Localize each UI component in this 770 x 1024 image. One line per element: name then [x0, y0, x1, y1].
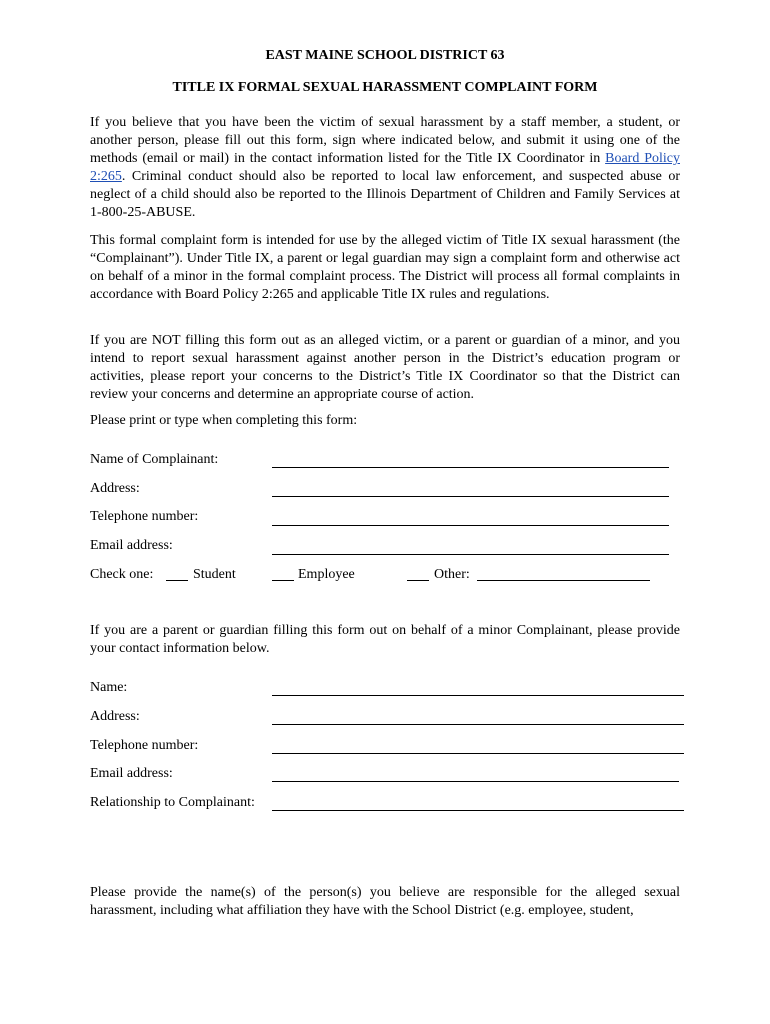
- complainant-name-label: Name of Complainant:: [90, 452, 219, 467]
- parent-address-field[interactable]: [272, 724, 684, 725]
- parent-telephone-label: Telephone number:: [90, 738, 199, 753]
- relationship-label: Relationship to Complainant:: [90, 795, 255, 810]
- employee-checkbox-blank[interactable]: [272, 566, 294, 581]
- intro-paragraph: [90, 114, 680, 222]
- complainant-email-field[interactable]: [272, 554, 669, 555]
- intro-text-start: If you believe that you have been the victim of sexual harassment by a staff member, a student, or another person, please fill out this form, sign where indicated below, and submit it using one of the methods (email or mail) in the contact information listed for the Title IX Coordinator in: [90, 115, 680, 166]
- check-one-label: Check one:: [90, 567, 154, 582]
- complainant-name-field[interactable]: [272, 467, 669, 468]
- complainant-address-field[interactable]: [272, 496, 669, 497]
- complaint-purpose-paragraph: This formal complaint form is intended for use by the alleged victim of Title IX sexual harassment (the “Complainant”). Under Title IX, a parent or legal guardian may sign a complaint form and otherwise act on behalf of a minor in the formal complaint process. The District will process all formal complaints in accordance with Board Policy 2:265 and applicable Title IX rules and regulations.: [90, 233, 680, 302]
- complainant-telephone-label: Telephone number:: [90, 509, 199, 524]
- complainant-telephone-field[interactable]: [272, 525, 669, 526]
- complainant-address-label: Address:: [90, 481, 140, 496]
- student-checkbox-blank[interactable]: [166, 566, 188, 581]
- district-heading: EAST MAINE SCHOOL DISTRICT 63: [265, 48, 505, 63]
- other-option-label: Other:: [434, 567, 470, 582]
- parent-name-field[interactable]: [272, 695, 684, 696]
- parent-telephone-field[interactable]: [272, 753, 684, 754]
- board-policy-link[interactable]: Board Policy 2:265: [90, 151, 680, 184]
- responsible-persons-paragraph: Please provide the name(s) of the person(s) you believe are responsible for the alleged sexual harassment, including what affiliation they have with the School District (e.g. employee, student,: [90, 885, 680, 918]
- form-title: TITLE IX FORMAL SEXUAL HARASSMENT COMPLAINT FORM: [172, 80, 598, 95]
- relationship-field[interactable]: [272, 810, 684, 811]
- intro-text-end: . Criminal conduct should also be reported to local law enforcement, and suspected abuse or neglect of a child should also be reported to the Illinois Department of Children and Family Services at 1-800-25-ABUSE.: [90, 169, 680, 220]
- print-instruction: Please print or type when completing this form:: [90, 413, 358, 428]
- complainant-email-label: Email address:: [90, 538, 173, 553]
- parent-name-label: Name:: [90, 680, 128, 695]
- other-checkbox-blank[interactable]: [407, 566, 429, 581]
- non-victim-paragraph: If you are NOT filling this form out as an alleged victim, or a parent or guardian of a minor, and you intend to report sexual harassment against another person in the District’s education program or activities, please report your concerns to the District’s Title IX Coordinator so that the District can review your concerns and determine an appropriate course of action.: [90, 333, 680, 402]
- student-option-label: Student: [193, 567, 236, 582]
- parent-address-label: Address:: [90, 709, 140, 724]
- employee-option-label: Employee: [298, 567, 355, 582]
- other-specify-field[interactable]: [477, 566, 650, 581]
- parent-email-label: Email address:: [90, 766, 173, 781]
- parent-intro-paragraph: If you are a parent or guardian filling this form out on behalf of a minor Complainant, please provide your contact information below.: [90, 623, 680, 656]
- parent-email-field[interactable]: [272, 781, 679, 782]
